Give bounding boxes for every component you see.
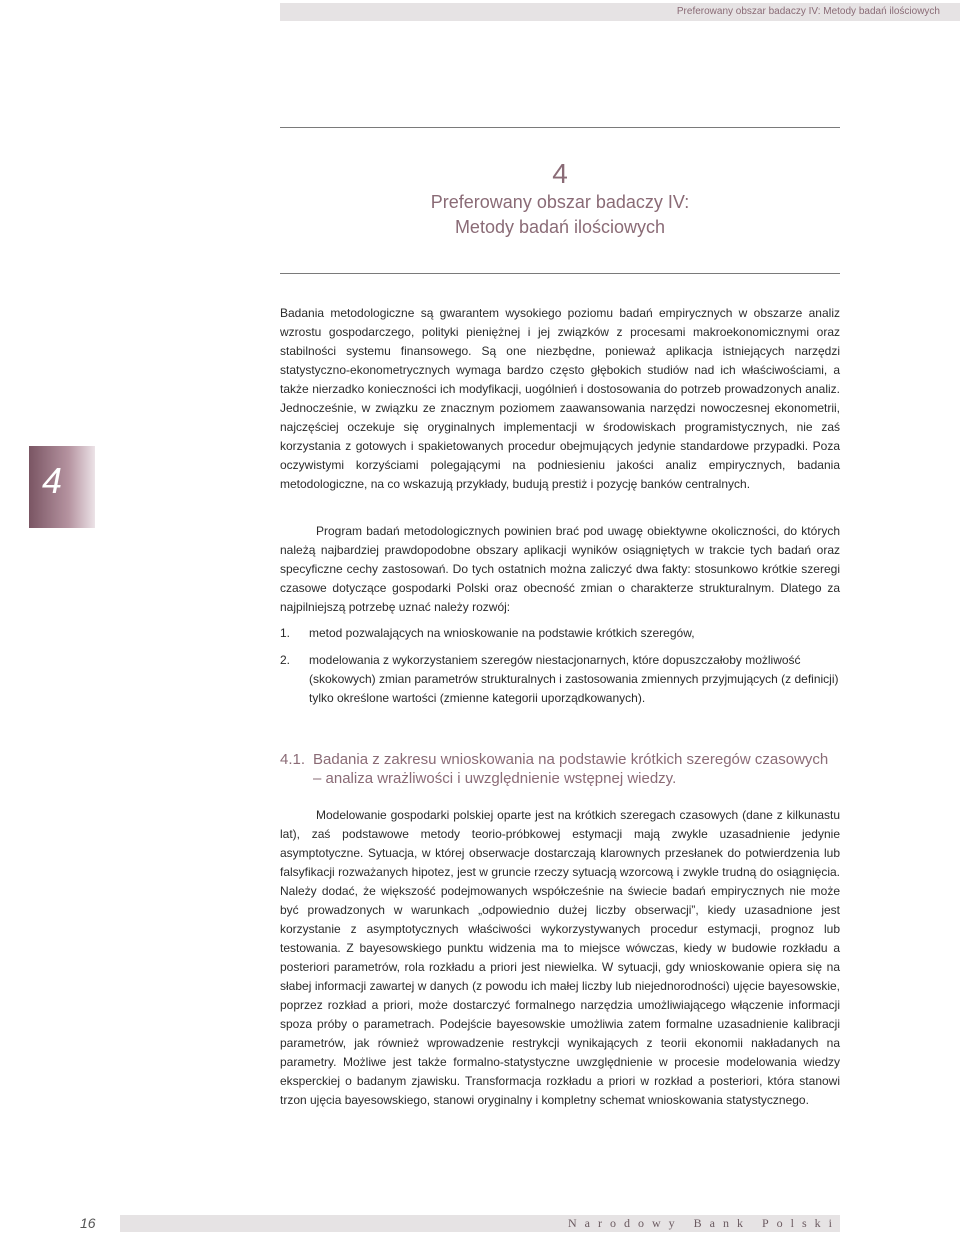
program-paragraph: Program badań metodologicznych powinien brać pod uwagę obiektywne okoliczności, do których należą najbardziej prawdopodobne obszary aplikacji wyników osiągniętych w trakcie tych badań oraz specyficzne cechy zastosowań. Do tych ostatnich można zaliczyć dwa fakty: stosunkowo krótkie szeregi czasowe dotyczące gospodarki Polski oraz obecność zmian o charakterze strukturalnym. Dlatego za najpilniejszą potrzebę uznać należy rozwój: xyxy=(280,524,840,614)
running-header-bar xyxy=(280,3,960,21)
chapter-title xyxy=(280,190,840,240)
list-item-text: metod pozwalających na wnioskowanie na podstawie krótkich szeregów, xyxy=(309,626,695,640)
chapter-title-line-2: Metody badań ilościowych xyxy=(454,217,666,237)
list-item-number: 2. xyxy=(280,653,291,667)
list-item-number: 1. xyxy=(280,626,291,640)
list-item xyxy=(280,651,840,708)
chapter-title-line-1: Preferowany obszar badaczy IV: xyxy=(430,192,690,212)
side-tab-number: 4 xyxy=(41,460,63,501)
list-item-text: modelowania z wykorzystaniem szeregów niestacjonarnych, które dopuszczałoby możliwość (skokowych) zmian parametrów strukturalnych i zastosowania zmiennych przyjmujących (z definicji) tylko określone wartości (zmienne kategorii uporządkowanych). xyxy=(309,653,839,705)
page-number: 16 xyxy=(80,1215,96,1231)
section-heading-text: Badania z zakresu wnioskowania na podstawie krótkich szeregów czasowych – analiza wrażliwości i uwzględnienie wstępnej wiedzy. xyxy=(313,751,829,787)
intro-section xyxy=(280,304,840,494)
section-heading xyxy=(280,750,840,788)
chapter-bottom-rule xyxy=(280,273,840,274)
chapter-top-rule xyxy=(280,127,840,128)
section-number: 4.1. xyxy=(280,751,306,768)
chapter-number: 4 xyxy=(552,158,568,189)
section-body xyxy=(280,806,840,1110)
chapter-side-tab xyxy=(29,446,95,528)
intro-paragraph: Badania metodologiczne są gwarantem wysokiego poziomu badań empirycznych w obszarze analiz wzrostu gospodarczego, polityki pieniężnej i jej związków z procesami makroekonomicznymi oraz stabilności systemu finansowego. Są one niezbędne, ponieważ aplikacja istniejących narzędzi statystyczno-ekonometrycznych wymaga bardzo często głębokich studiów nad ich właściwościami, a także nierzadko konieczności ich modyfikacji, uogólnień i dostosowania do potrzeb prowadzonych analiz. Jednocześnie, w związku ze znacznym poziomem zaawansowania narzędzi nowoczesnej ekonometrii, najczęściej oczekuje się oryginalnych implementacji w środowiskach programistycznych, nie zaś korzystania z gotowych i spakietowanych procedur obejmujących jedynie standardowe przypadki. Poza oczywistymi korzyściami polegającymi na podniesieniu jakości analiz empirycznych, badania metodologiczne, na co wskazują przykłady, budują prestiż i pozycję banków centralnych. xyxy=(280,306,840,491)
section-paragraph: Modelowanie gospodarki polskiej oparte jest na krótkich szeregach czasowych (dane z kilkunastu lat), zaś podstawowe metody teorio-próbkowej estymacji mają zwykle uzasadnienie jedynie asymptotyczne. Sytuacja, w której obserwacje dostarczają klarownych przesłanek do potwierdzenia lub falsyfikacji rozważanych hipotez, jest w gruncie rzeczy sytuacją wzorcową i zwykle trudną do osiągnięcia. Należy dodać, że większość podejmowanych współcześnie na świecie badań empirycznych nie może być prowadzonych w warunkach „odpowiednio dużej liczby obserwacji”, kiedy uzasadnione jest korzystanie z asymptotycznych właściwości wykorzystywanych procedur estymacji, prognoz lub testowania. Z bayesowskiego punktu widzenia ma to miejsce wówczas, kiedy w budowie rozkładu a posteriori parametrów, rola rozkładu a priori jest niewielka. W sytuacji, gdy wnioskowanie opiera się na słabej informacji zawartej w danych (z powodu ich małej liczby lub niejednorodności) ujęcie bayesowskie, poprzez rozkład a priori, może dostarczyć formalnego narzędzia umożliwiającego włączenie informacji spoza próby o parametrach. Podejście bayesowskie umożliwia zatem formalne uzasadnienie kalibracji parametrów, jak również wprowadzenie restrykcji wynikających z teorii ekonomii nakładanych na parametry. Możliwe jest także formalno-statystyczne uwzględnienie w procesie modelowania wiedzy eksperckiej o badanym zjawisku. Transformacja rozkładu a priori w rozkład a posteriori, która stanowi trzon ujęcia bayesowskiego, stanowi oryginalny i kompletny schemat wnioskowania statystycznego. xyxy=(280,808,840,1107)
list-item xyxy=(280,624,840,643)
running-header-title: Preferowany obszar badaczy IV: Metody badań ilościowych xyxy=(676,6,940,17)
footer-brand: Narodowy Bank Polski xyxy=(568,1216,840,1230)
program-section xyxy=(280,522,840,617)
